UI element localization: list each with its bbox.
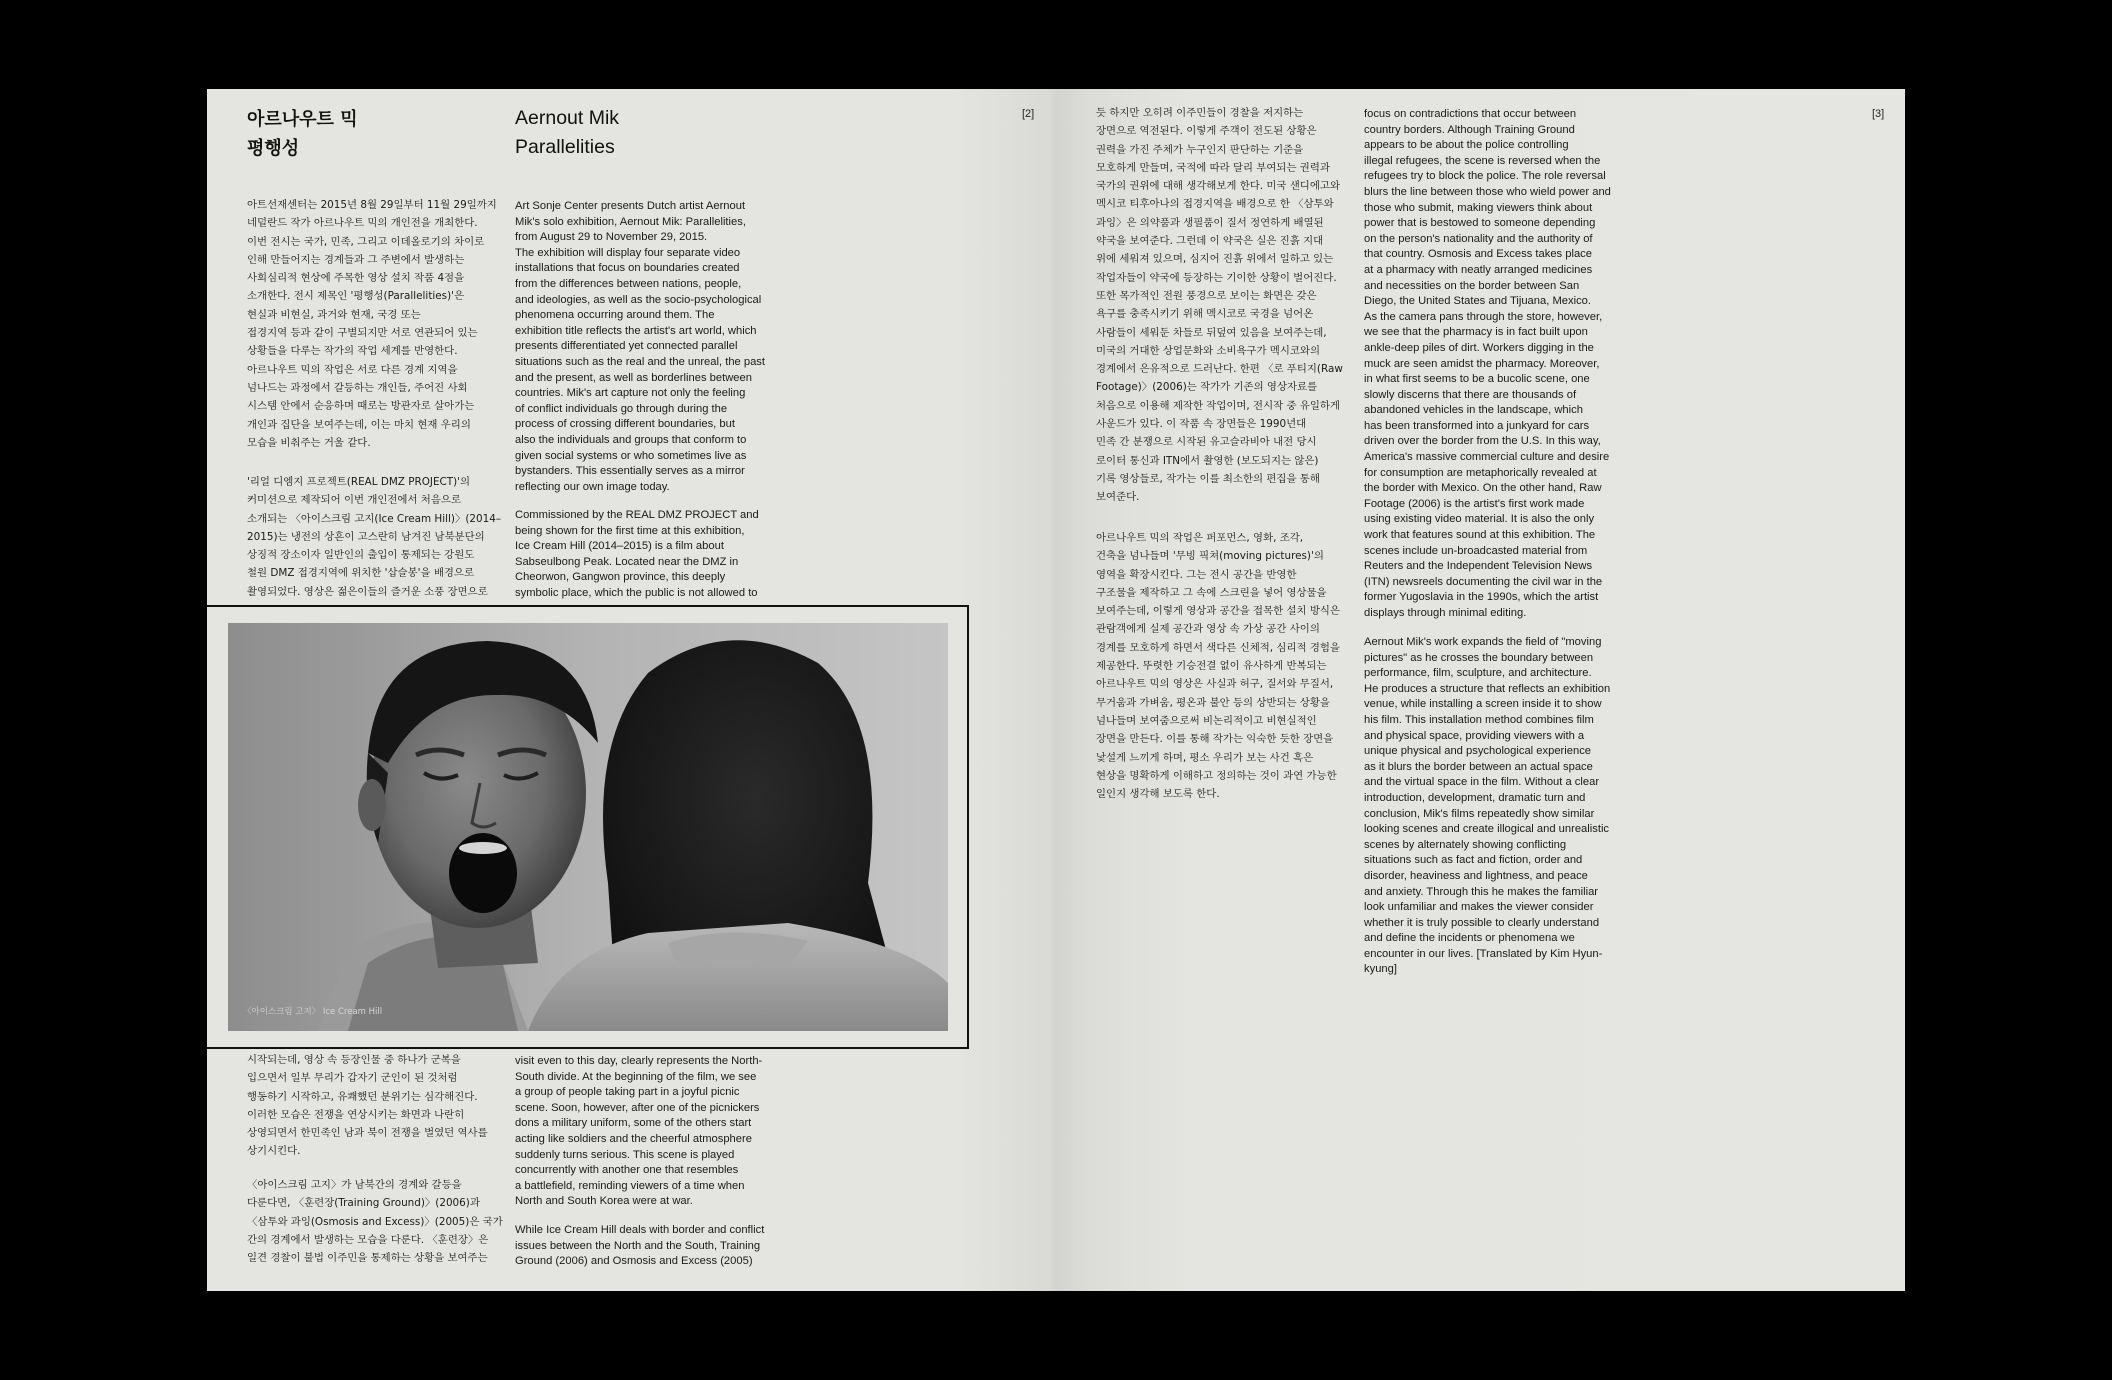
korean-body-top-2: '리얼 디엠지 프로젝트(REAL DMZ PROJECT)'의 커미션으로 제작되어 이번 개인전에서 처음으로 소개되는 〈아이스크림 고지(Ice Cream Hill)〉(2014– 2015)는 냉전의 상흔이 고스란히 남겨진 남북분단의 상징적 장소이자 일반인의 출입이 통제되는 강원도 철원 DMZ 접경지역에 위치한 '삽슬봉'을 배경으로 촬영되었다. 영상은 젊은이들의 즐거운 소풍 장면으로 <box>247 476 502 598</box>
page-number-right: [3] <box>1872 108 1885 120</box>
english-body-bottom-2: While Ice Cream Hill deals with border and conflict issues between the North and the South, Training Ground (2006) and Osmosis and Excess (2005) <box>515 1224 765 1268</box>
photo-caption: 〈아이스크림 고지〉 Ice Cream Hill <box>243 1007 383 1017</box>
english-body-right-2: Aernout Mik's work expands the field of "moving pictures" as he crosses the boundary between performance, film, sculpture, and architecture. He produces a structure that reflects an exhibition venue, while installing a screen inside it to show his film. This installation method combines film and physical space, providing viewers with a unique physical and psychological experience as it blurs the border between an actual space and the virtual space in the film. Without a clear introduction, development, dramatic turn and conclusion, Mik's films repeatedly show similar looking scenes and create illogical and unrealistic scenes by alternately showing conflicting situations such as fact and fiction, order and disorder, heaviness and lightness, and peace and anxiety. Through this he makes the familiar look unfamiliar and makes the viewer consider whether it is truly possible to clearly understand and define the incidents or phenomena we encounter in our lives. [Translated by Kim Hyun- kyung] <box>1364 636 1611 976</box>
english-body-right-1: focus on contradictions that occur between country borders. Although Training Ground appears to be about the police controlling illegal refugees, the scene is reversed when the refugees try to block the police. The role reversal blurs the line between those who wield power and those who submit, making viewers think about power that is bestowed to someone depending on the person's nationality and the authority of that country. Osmosis and Excess takes place at a pharmacy with neatly arranged medicines and necessities on the border between San Diego, the United States and Tijuana, Mexico. As the camera pans through the store, however, we see that the pharmacy is in fact built upon ankle-deep piles of dirt. Workers digging in the muck are seen amidst the pharmacy. Moreover, in what first seems to be a bucolic scene, one slowly discerns that there are thousands of abandoned vehicles in the landscape, which has been transformed into a junkyard for cars driven over the border from the U.S. In this way, America's massive commercial culture and desire for consumption are metaphorically revealed at the border with Mexico. On the other hand, Raw Footage (2006) is the artist's first work made using existing video material. It is also the only work that features sound at this exhibition. The scenes include un-broadcasted material from Reuters and the Independent Television News (ITN) newsreels documenting the civil war in the former Yugoslavia in the 1990s, which the artist displays through minimal editing. <box>1364 108 1611 619</box>
korean-body-bottom-2: 〈아이스크림 고지〉가 남북간의 경계와 갈등을 다룬다면, 〈훈련장(Training Ground)〉(2006)과 〈삼투와 과잉(Osmosis and Excess)〉(2005)은 국가 간의 경계에서 발생하는 모습을 다룬다. 〈훈련장〉은 일견 경찰이 불법 이주민을 통제하는 상황을 보여주는 <box>247 1179 503 1265</box>
korean-title: 아르나우트 믹 평행성 <box>247 109 358 159</box>
film-still-photo <box>228 623 948 1031</box>
korean-body-bottom-1: 시작되는데, 영상 속 등장인물 중 하나가 군복을 입으면서 일부 무리가 갑자기 군인이 된 것처럼 행동하기 시작하고, 유쾌했던 분위기는 심각해진다. 이러한 모습은 전쟁을 연상시키는 화면과 나란히 상영되면서 한민족인 남과 북이 전쟁을 벌였던 역사를 상기시킨다. <box>247 1054 488 1158</box>
frame-line <box>967 605 969 1049</box>
english-title: Aernout Mik Parallelities <box>515 107 620 158</box>
english-body-top-1: Art Sonje Center presents Dutch artist Aernout Mik's solo exhibition, Aernout Mik: Parallelities, from August 29 to November 29, 2015. The exhibition will display four separate video installations that focus on boundaries created from the differences between nations, people, and ideologies, as well as the socio-psychological phenomena occurring around them. The exhibition title reflects the artist's art world, which presents differentiated yet connected parallel situations such as the real and the unreal, the past and the present, as well as borderlines between countries. Mik's art capture not only the feeling of conflict individuals go through during the process of crossing different boundaries, but also the individuals and groups that conform to given social systems or who sometimes live as bystanders. This essentially serves as a mirror reflecting our own image today. <box>515 200 766 493</box>
page-number-left: [2] <box>1022 108 1035 120</box>
frame-line <box>207 1047 969 1049</box>
magazine-spread <box>207 89 1905 1291</box>
english-body-bottom-1: visit even to this day, clearly represents the North- South divide. At the beginning of the film, we see a group of people taking part in a joyful picnic scene. Soon, however, after one of the picnickers dons a military uniform, some of the others start acting like soldiers and the cheerful atmosphere suddenly turns serious. This scene is played concurrently with another one that resembles a battlefield, reminding viewers of a time when North and South Korea were at war. <box>515 1055 763 1208</box>
english-body-top-2: Commissioned by the REAL DMZ PROJECT and being shown for the first time at this exhibition, Ice Cream Hill (2014–2015) is a film about Sabseulbong Peak. Located near the DMZ in Cheorwon, Gangwon province, this deeply symbolic place, which the public is not allowed to <box>515 509 759 599</box>
korean-body-top-1: 아트선재센터는 2015년 8월 29일부터 11월 29일까지 네덜란드 작가 아르나우트 믹의 개인전을 개최한다. 이번 전시는 국가, 민족, 그리고 이데올로기의 차이로 인해 만들어지는 경계들과 그 주변에서 발생하는 사회심리적 현상에 주목한 영상 설치 작품 4점을 소개한다. 전시 제목인 '평행성(Parallelities)'은 현실과 비현실, 과거와 현재, 국경 또는 접경지역 등과 같이 구별되지만 서로 연관되어 있는 상황들을 다루는 작가의 작업 세계를 반영한다. 아르나우트 믹의 작업은 서로 다른 경계 지역을 넘나드는 과정에서 갈등하는 개인들, 주어진 사회 시스템 안에서 순응하며 때로는 방관자로 살아가는 개인과 집단을 보여주는데, 이는 마치 현재 우리의 모습을 비춰주는 거울 같다. <box>247 199 497 449</box>
frame-line <box>207 605 967 607</box>
korean-body-right-2: 아르나우트 믹의 작업은 퍼포먼스, 영화, 조각, 건축을 넘나들며 '무빙 픽쳐(moving pictures)'의 영역을 확장시킨다. 그는 전시 공간을 반영한 구조물을 제작하고 그 속에 스크린을 넣어 영상물을 보여주는데, 이렇게 영상과 공간을 접목한 설치 방식은 관람객에게 실제 공간과 영상 속 가상 공간 사이의 경계를 모호하게 하면서 색다른 신체적, 심리적 경험을 제공한다. 뚜렷한 기승전결 없이 유사하게 반복되는 아르나우트 믹의 영상은 사실과 허구, 질서와 무질서, 무거움과 가벼움, 평온과 불안 등의 상반되는 상황을 넘나들며 보여줌으로써 비논리적이고 비현실적인 장면을 만든다. 이를 통해 작가는 익숙한 듯한 장면을 낯설게 느끼게 하며, 평소 우리가 보는 사건 혹은 현상을 명확하게 이해하고 정의하는 것이 과연 가능한 일인지 생각해 보도록 한다. <box>1096 532 1340 801</box>
korean-body-right-1: 듯 하지만 오히려 이주민들이 경찰을 저지하는 장면으로 역전된다. 이렇게 주객이 전도된 상황은 권력을 가진 주체가 누구인지 판단하는 기준을 모호하게 만들며, 국적에 따라 달리 부여되는 권력과 국가의 권위에 대해 생각해보게 한다. 미국 샌디에고와 멕시코 티후아나의 접경지역을 배경으로 한 〈삼투와 과잉〉은 의약품과 생필품이 질서 정연하게 배열된 약국을 보여준다. 그런데 이 약국은 실은 진흙 지대 위에 세워져 있으며, 심지어 진흙 위에서 일하고 있는 작업자들이 약국에 등장하는 기이한 상황이 벌어진다. 또한 목가적인 전원 풍경으로 보이는 화면은 갖은 욕구를 충족시키기 위해 멕시코로 국경을 넘어온 사람들이 세워둔 차들로 뒤덮여 있음을 보여주는데, 미국의 거대한 상업문화와 소비욕구가 멕시코와의 경계에서 은유적으로 드러난다. 한편 〈로 푸티지(Raw Footage)〉(2006)는 작가가 기존의 영상자료를 처음으로 이용해 제작한 작업이며, 전시작 중 유일하게 사운드가 있다. 이 작품 속 장면들은 1990년대 민족 간 분쟁으로 시작된 유고슬라비아 내전 당시 로이터 통신과 ITN에서 촬영한 (보도되지는 않은) 기록 영상들로, 작가는 이를 최소한의 편집을 통해 보여준다. <box>1096 107 1343 504</box>
